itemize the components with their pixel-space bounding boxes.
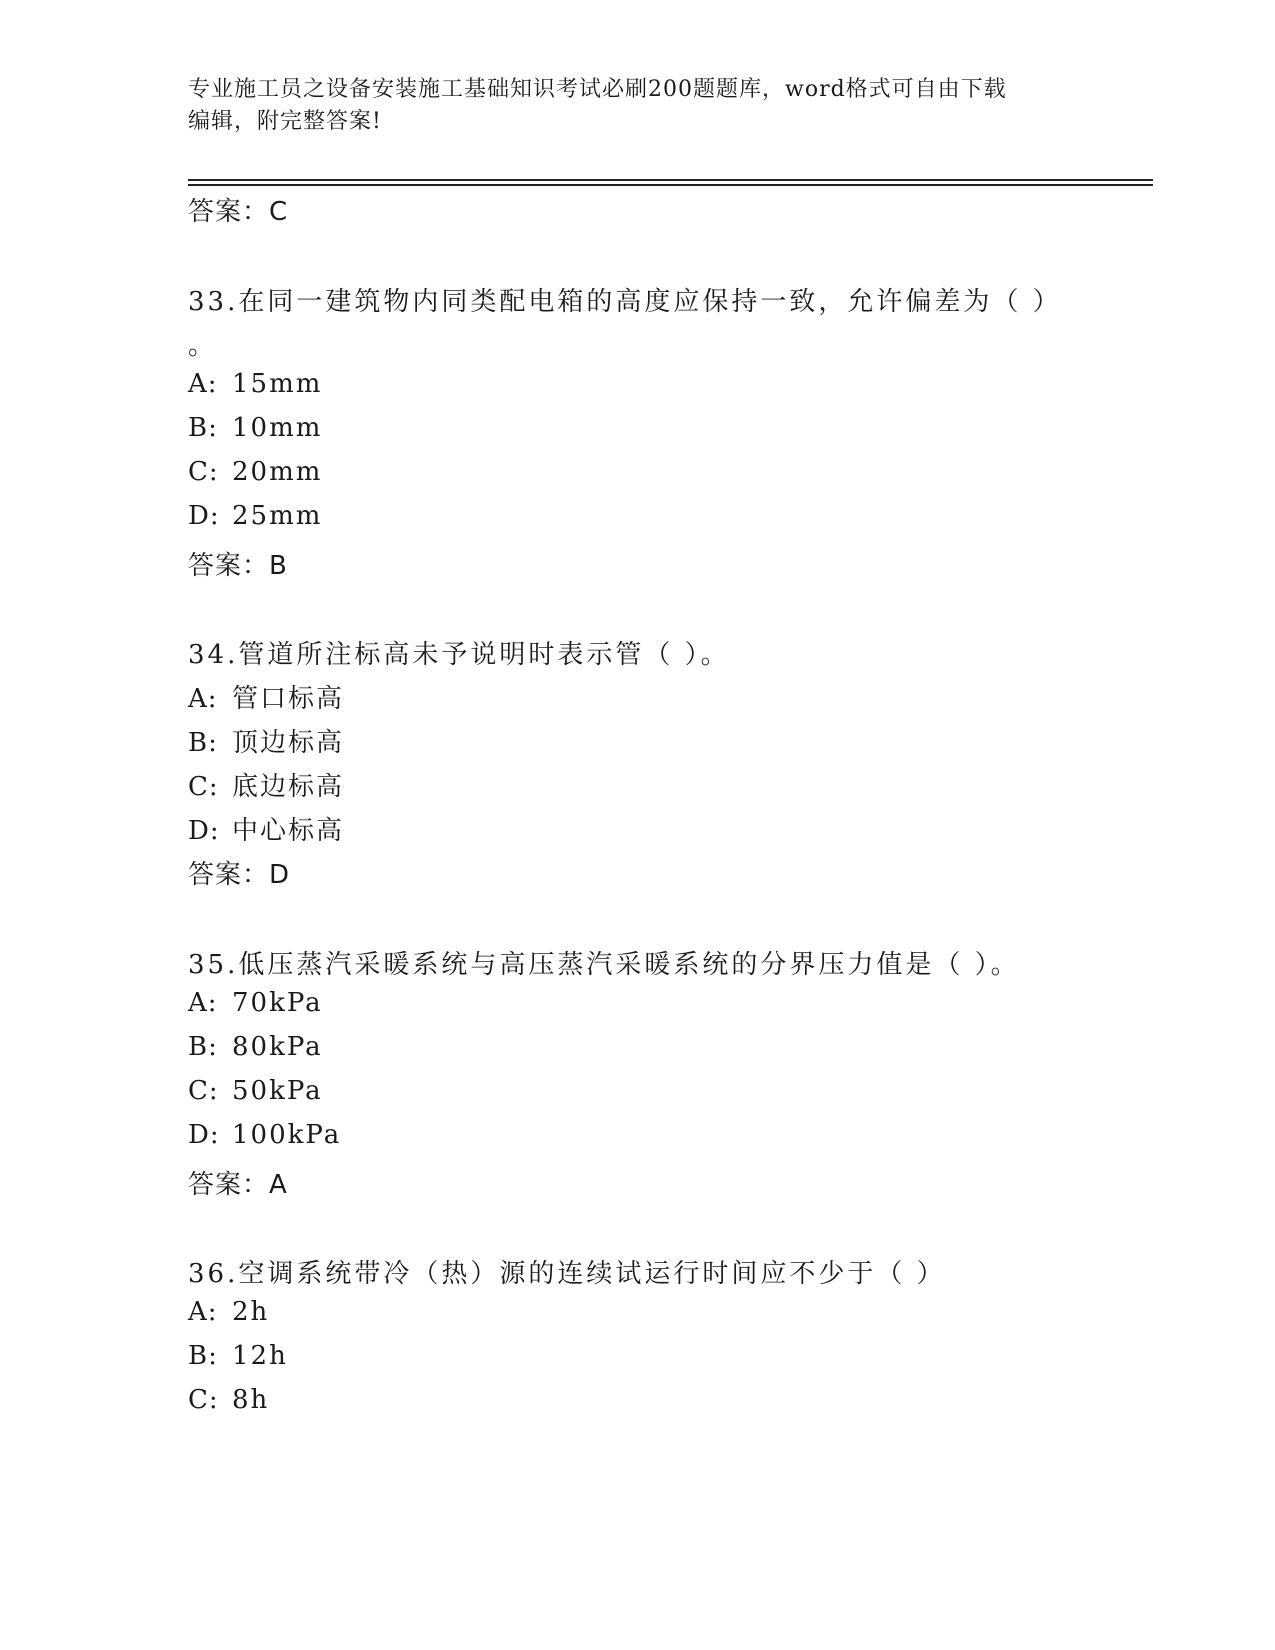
option-label: B:: [188, 728, 218, 758]
option-34-a: [188, 678, 344, 715]
option-label: D:: [188, 816, 220, 846]
option-label: B:: [188, 1032, 218, 1062]
option-35-b: [188, 1032, 323, 1062]
header-line-2: 编辑，附完整答案!: [188, 109, 382, 134]
option-label: A:: [188, 684, 218, 714]
option-value: 80kPa: [232, 1032, 323, 1062]
option-value: 100kPa: [232, 1120, 342, 1150]
option-value: 70kPa: [232, 988, 323, 1018]
option-value: 2h: [232, 1297, 270, 1327]
option-value: 20mm: [232, 457, 323, 487]
answer-34: 答案：D: [188, 860, 291, 890]
option-label: D:: [188, 1120, 220, 1150]
answer-previous: 答案：C: [188, 197, 289, 227]
option-label: D:: [188, 501, 220, 531]
header-rule-top: [188, 179, 1153, 181]
document-header: [188, 74, 1068, 138]
header-rule-bottom: [188, 184, 1153, 186]
option-label: A:: [188, 369, 218, 399]
option-35-a: [188, 988, 323, 1018]
option-label: A:: [188, 1297, 218, 1327]
option-36-a: [188, 1297, 269, 1327]
option-36-c: [188, 1385, 269, 1415]
option-label: C:: [188, 457, 219, 487]
answer-35: 答案：A: [188, 1170, 288, 1200]
option-35-d: [188, 1120, 341, 1150]
option-label: B:: [188, 413, 218, 443]
option-value: 50kPa: [232, 1076, 323, 1106]
option-36-b: [188, 1341, 288, 1371]
option-value: 12h: [232, 1341, 288, 1371]
option-value: 底边标高: [232, 772, 345, 802]
option-35-c: [188, 1076, 323, 1106]
answer-33: 答案：B: [188, 551, 288, 581]
option-value: 顶边标高: [232, 728, 345, 758]
question-33: 33.在同一建筑物内同类配电箱的高度应保持一致，允许偏差为（ ）: [188, 287, 1062, 317]
option-34-d: [188, 810, 344, 847]
option-33-b: [188, 413, 322, 443]
option-label: C:: [188, 772, 219, 802]
option-33-c: [188, 457, 322, 487]
option-33-a: [188, 369, 322, 399]
question-36: 36.空调系统带冷（热）源的连续试运行时间应不少于（ ）: [188, 1259, 946, 1289]
option-34-b: [188, 722, 344, 759]
option-value: 25mm: [232, 501, 323, 531]
question-33-continuation: 。: [188, 331, 218, 361]
option-label: C:: [188, 1385, 219, 1415]
question-34: 34.管道所注标高未予说明时表示管（ ）。: [188, 640, 730, 670]
option-value: 中心标高: [232, 816, 345, 846]
option-34-c: [188, 766, 344, 803]
option-label: B:: [188, 1341, 218, 1371]
option-33-d: [188, 501, 322, 531]
option-value: 8h: [232, 1385, 270, 1415]
question-35: 35.低压蒸汽采暖系统与高压蒸汽采暖系统的分界压力值是（ ）。: [188, 950, 1020, 980]
option-value: 管口标高: [232, 684, 345, 714]
header-line-1: 专业施工员之设备安装施工基础知识考试必刷200题题库，word格式可自由下载: [188, 77, 1007, 102]
option-value: 15mm: [232, 369, 323, 399]
option-value: 10mm: [232, 413, 323, 443]
option-label: A:: [188, 988, 218, 1018]
option-label: C:: [188, 1076, 219, 1106]
